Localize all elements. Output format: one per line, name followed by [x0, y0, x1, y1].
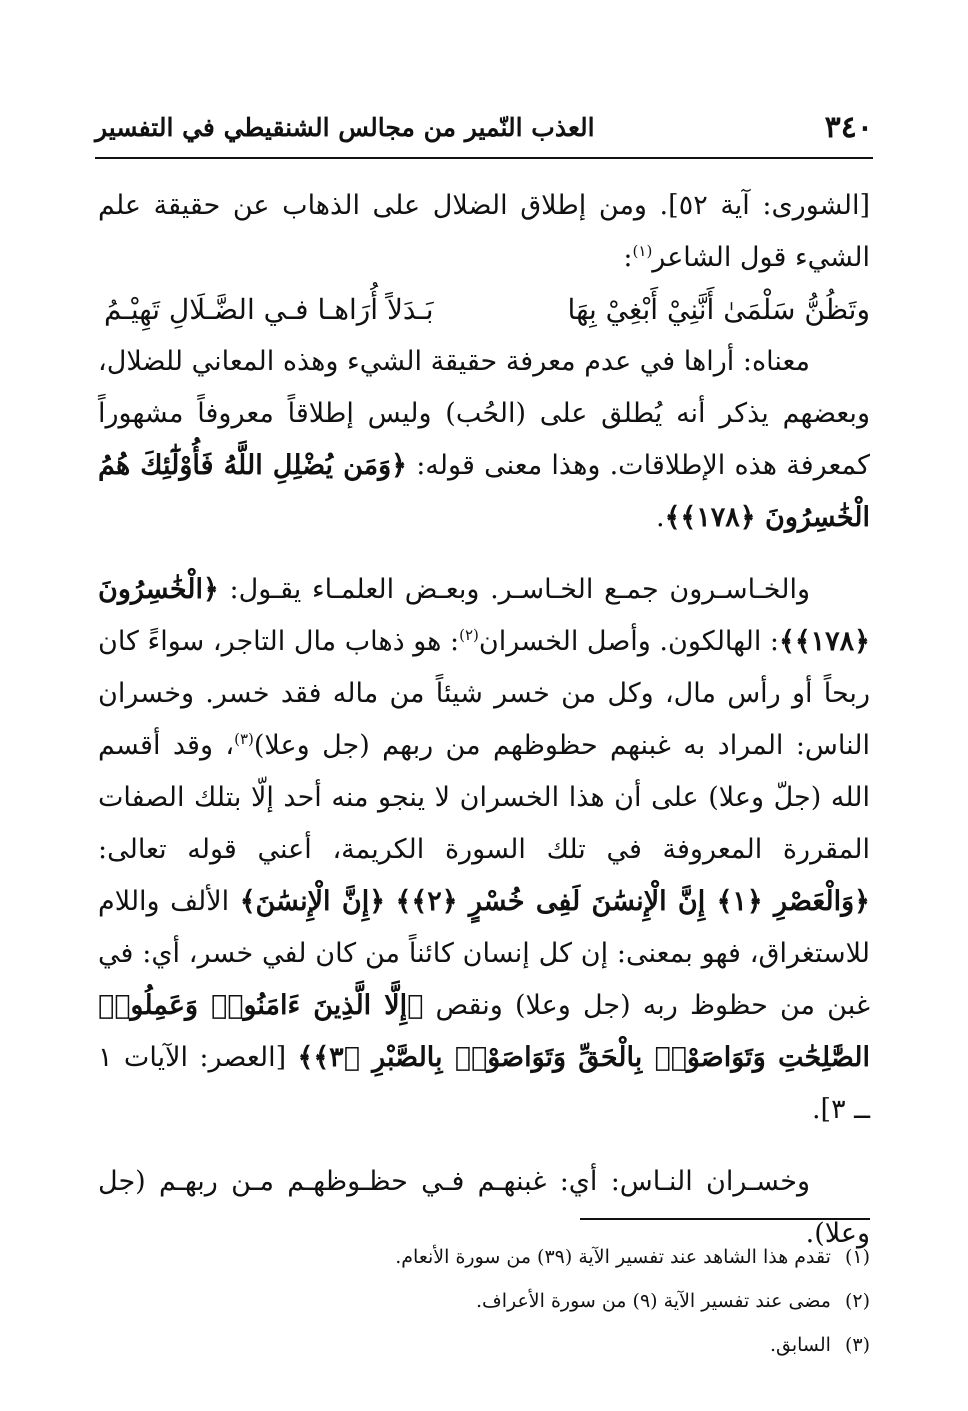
verse-second-hemistich: بَـدَلاً أُرَاهـا فـي الضَّـلَالِ تَهِيْـمُ — [104, 293, 434, 326]
quran-quote: ﴿وَمَن يُضْلِلِ اللَّهُ فَأُوْلَٰٓئِكَ هُمُ الْخَٰسِرُونَ ﴿١٧٨﴾﴾ — [98, 450, 870, 533]
main-text — [98, 180, 870, 1260]
footnote-ref-3[interactable]: (٣) — [234, 730, 254, 748]
footnote-1: (١)تقدم هذا الشاهد عند تفسير الآية (٣٩) من سورة الأنعام. — [395, 1246, 870, 1268]
quran-quote: ﴿الْخَٰسِرُونَ ﴿١٧٨﴾﴾ — [98, 574, 870, 657]
page-number: ٣٤٠ — [824, 109, 873, 145]
footnote-2: (٢)مضى عند تفسير الآية (٩) من سورة الأعراف. — [475, 1290, 870, 1312]
paragraph-2: معناه: أراها في عدم معرفة حقيقة الشيء وهذه المعاني للضلال، وبعضهم يذكر أنه يُطلق على (الحُب) وليس إطلاقاً معروفاً مشهوراً كمعرفة هذه الإطلاقات. وهذا معنى قوله: ﴿وَمَن يُضْلِلِ اللَّهُ فَأُوْلَٰٓئِكَ هُمُ الْخَٰسِرُونَ ﴿١٧٨﴾﴾. — [98, 346, 870, 533]
footnote-divider — [580, 1218, 870, 1220]
page-header — [95, 105, 873, 149]
footnote-ref-2[interactable]: (٢) — [459, 626, 479, 644]
poetry-verse — [98, 284, 870, 336]
paragraph-1: [الشورى: آية ٥٢]. ومن إطلاق الضلال على الذهاب عن حقيقة علم الشيء قول الشاعر$^{(١)}$: — [98, 190, 870, 273]
footnote-3: (٣)السابق. — [769, 1334, 870, 1356]
book-title: العذب النّمير من مجالس الشنقيطي في التفسير — [95, 112, 595, 142]
quran-quote: ﴿إِنَّ الْإِنسَٰنَ﴾ — [239, 886, 386, 917]
footnotes — [98, 1235, 870, 1367]
paragraph-4: وخسـران النـاس: أي: غبنهـم فـي حظـوظهـم مـن ربهـم (جل وعلا). — [98, 1166, 870, 1249]
quran-quote: ﴿إِلَّا الَّذِينَ ءَامَنُوا۟ وَعَمِلُوا۟ الصَّٰلِحَٰتِ وَتَوَاصَوْا۟ بِالْحَقِّ وَتَوَاصَوْا۟ بِالصَّبْرِ ﴿٣﴾﴾ — [98, 990, 870, 1073]
paragraph-3: والخـاسـرون جمـع الخـاسـر. وبعـض العلمـاء يقـول: ﴿الْخَٰسِرُونَ ﴿١٧٨﴾﴾: الهالكون. وأصل الخسران$^{(٢)}$: هو ذهاب مال التاجر، سواءً كان ربحاً أو رأس مال، وكل من خسر شيئاً من ماله فقد خسر. وخسران الناس: المراد به غبنهم حظوظهم من ربهم (جل وعلا)$^{(٣)}$، وقد أقسم الله (جلّ وعلا) على أن هذا الخسران لا ينجو منه أحد إلّا بتلك الصفات المقررة المعروفة في تلك السورة الكريمة، أعني قوله تعالى: ﴿وَالْعَصْرِ ﴿١﴾ إِنَّ الْإِنسَٰنَ لَفِى خُسْرٍ ﴿٢﴾﴾ ﴿إِنَّ الْإِنسَٰنَ﴾ الألف واللام للاستغراق، فهو بمعنى: إن كل إنسان كائناً من كان لفي خسر، أي: في غبن من حظوظ ربه (جل وعلا) ونقص ﴿إِلَّا الَّذِينَ ءَامَنُوا۟ وَعَمِلُوا۟ الصَّٰلِحَٰتِ وَتَوَاصَوْا۟ بِالْحَقِّ وَتَوَاصَوْا۟ بِالصَّبْرِ ﴿٣﴾﴾ [العصر: الآيات ١ ــ ٣]. — [98, 574, 870, 1125]
header-divider — [95, 157, 873, 159]
quran-quote: ﴿وَالْعَصْرِ ﴿١﴾ إِنَّ الْإِنسَٰنَ لَفِى خُسْرٍ ﴿٢﴾﴾ — [395, 886, 870, 917]
quran-citation: [العصر: الآيات ١ ــ ٣]. — [98, 1042, 870, 1125]
footnote-ref-1[interactable]: (١) — [632, 242, 653, 260]
verse-first-hemistich: وتَظُنُّ سَلْمَىٰ أَنَّنِيْ أَبْغِيْ بِهَا — [567, 293, 870, 326]
